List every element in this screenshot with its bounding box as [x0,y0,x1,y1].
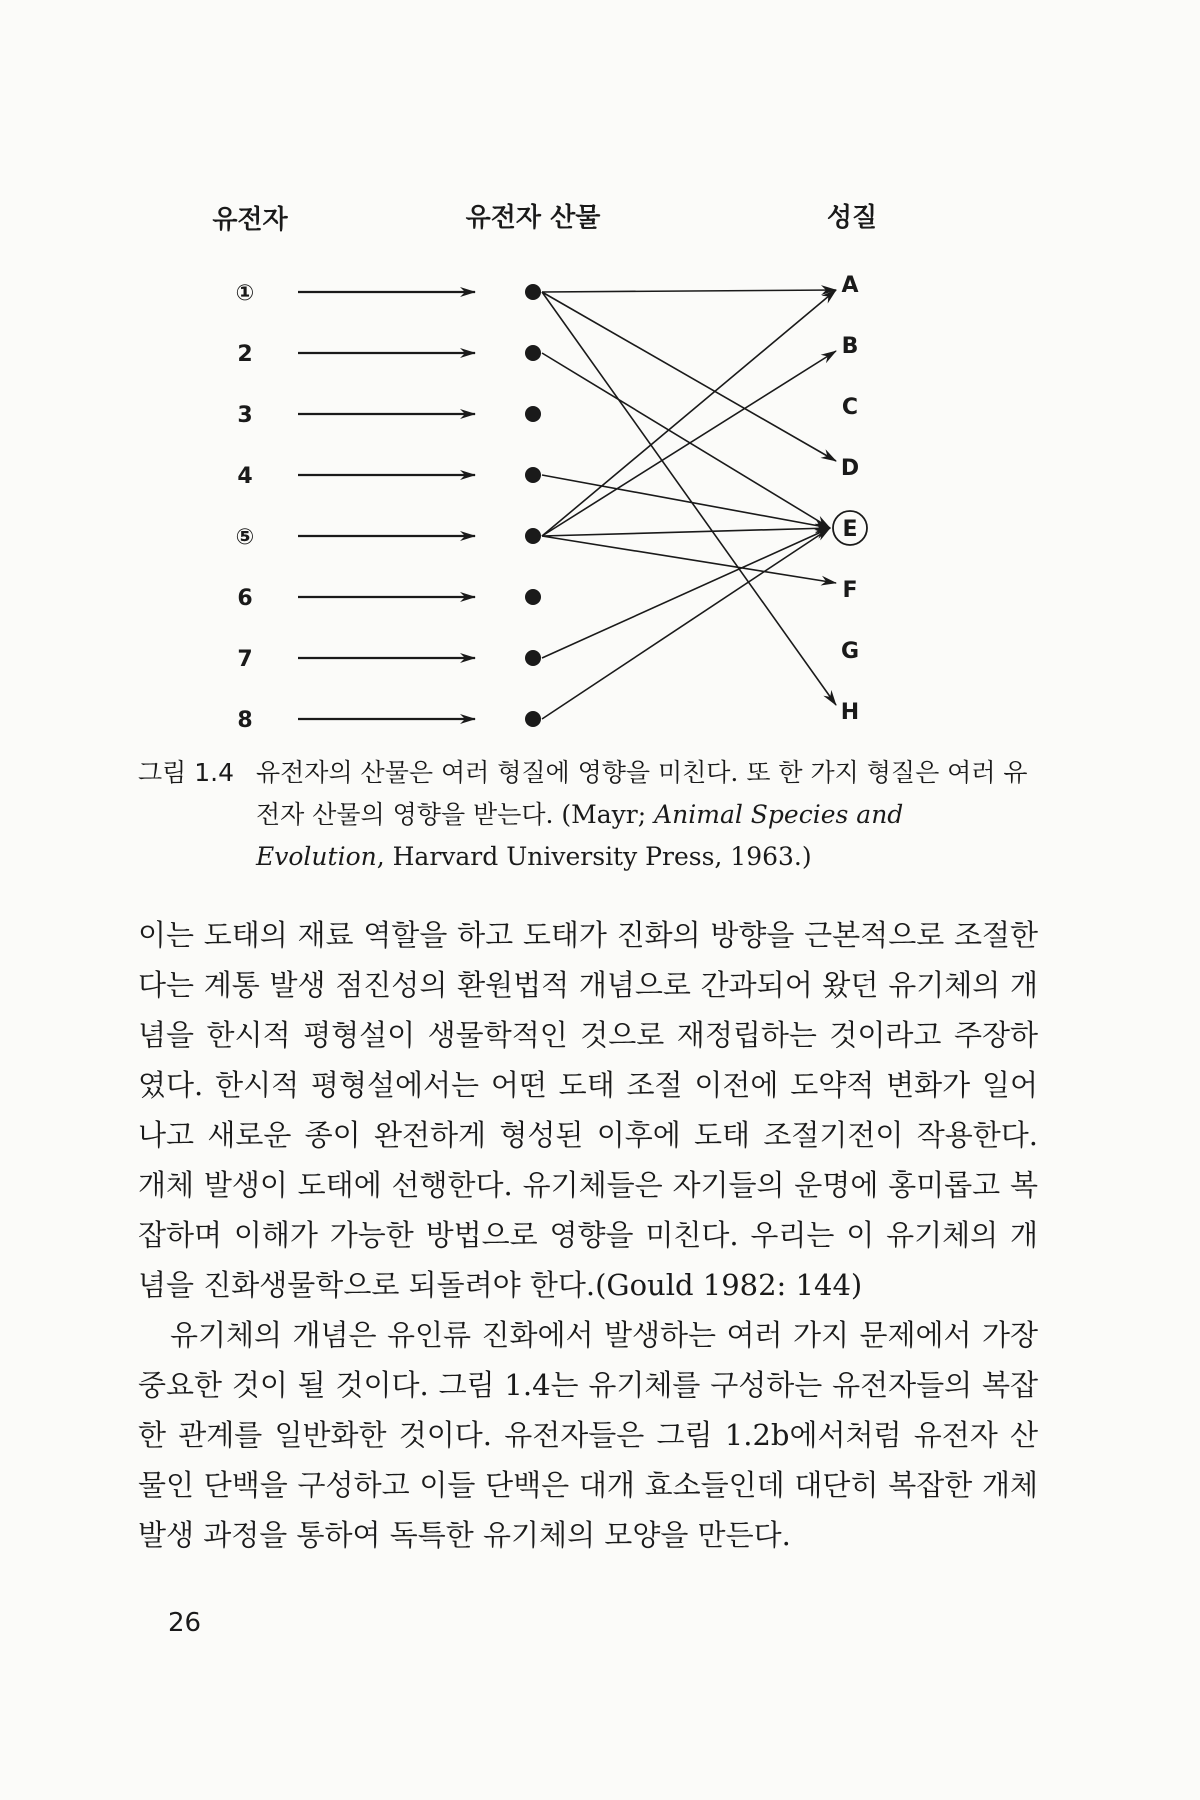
gene-label-1: ① [235,281,255,306]
gene-product-dot-1 [525,284,541,300]
gene-product-dot-2 [525,345,541,361]
gene-label-6: 6 [237,586,253,611]
trait-label-f: F [842,578,858,603]
page-number: 26 [168,1608,202,1638]
header-genes: 유전자 [212,205,288,235]
trait-label-g: G [840,639,860,664]
body-paragraph-2: 유기체의 개념은 유인류 진화에서 발생하는 여러 가지 문제에서 가장 중요한 것이 될 것이다. 그림 1.4는 유기체를 구성하는 유전자들의 복잡한 관계를 일반화한 것이다. 유전자들은 그림 1.2b에서처럼 유전자 산물인 단백을 구성하고 이들 단백은 대개 효소들인데 대단히 복잡한 개체 발생 과정을 통하여 독특한 유기체의 모양을 만든다. [138,1318,1038,1552]
caption-body [256,752,1038,878]
gene-product-dot-8 [525,711,541,727]
connection-arrow-5-b [542,351,836,536]
caption-citation-prefix: (Mayr; [561,800,655,829]
connection-arrow-5-f [542,536,836,583]
caption-citation-suffix: , Harvard University Press, 1963.) [376,842,812,871]
gene-label-5: ⑤ [235,525,255,550]
caption-text: 유전자의 산물은 여러 형질에 영향을 미친다. 또 한 가지 형질은 여러 유전자 산물의 영향을 받는다. [256,758,1028,829]
connection-arrow-1-d [542,292,836,461]
gene-label-8: 8 [237,708,253,733]
gene-product-dot-4 [525,467,541,483]
gene-product-diagram [0,0,1200,760]
gene-product-dot-6 [525,589,541,605]
body-paragraph-1: 이는 도태의 재료 역할을 하고 도태가 진화의 방향을 근본적으로 조절한다는 계통 발생 점진성의 환원법적 개념으로 간과되어 왔던 유기체의 개념을 한시적 평형설이 생물학적인 것으로 재정립하는 것이라고 주장하였다. 한시적 평형설에서는 어떤 도태 조절 이전에 도약적 변화가 일어나고 새로운 종이 완전하게 형성된 이후에 도태 조절기전이 작용한다. 개체 발생이 도태에 선행한다. 유기체들은 자기들의 운명에 홍미롭고 복잡하며 이해가 가능한 방법으로 영향을 미친다. 우리는 이 유기체의 개념을 진화생물학으로 되돌려야 한다.(Gould 1982: 144) [138,918,1038,1302]
header-traits: 성질 [826,203,878,233]
header-gene-products: 유전자 산물 [465,203,601,233]
trait-label-e: E [842,517,858,542]
trait-label-h: H [840,700,860,725]
gene-product-dot-3 [525,406,541,422]
caption-citation-title: Animal Species and Evolution [256,800,904,871]
connection-arrow-8-e [542,528,830,719]
diagram-content [236,273,867,733]
caption-number: 그림 1.4 [138,758,235,787]
trait-label-a: A [841,273,859,298]
gene-product-dot-5 [525,528,541,544]
gene-label-3: 3 [237,403,253,428]
trait-label-c: C [841,395,859,420]
connection-arrow-1-a [542,290,836,292]
connection-arrow-7-e [542,528,830,658]
figure-caption [138,752,1038,878]
trait-label-b: B [841,334,859,359]
gene-label-4: 4 [237,464,253,489]
gene-product-dot-7 [525,650,541,666]
connection-arrow-5-e [542,528,830,536]
gene-label-2: 2 [237,342,253,367]
trait-label-d: D [840,456,860,481]
body-text [138,910,1038,1560]
gene-label-7: 7 [237,647,253,672]
